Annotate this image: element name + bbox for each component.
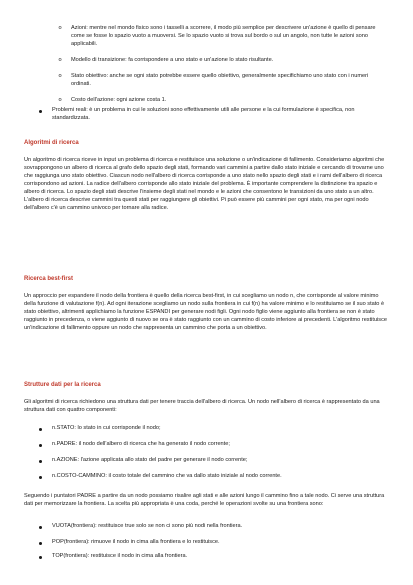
list-item-stato: n.STATO: lo stato in cui corrisponde il nodo;	[52, 425, 161, 431]
heading-strutture-dati: Strutture dati per la ricerca	[24, 382, 101, 388]
list-item-modello-transizione: Modello di transizione: fa corrispondere a uno stato e un'azione lo stato risultante.	[71, 57, 274, 63]
sub-bullet-marker: o	[58, 97, 62, 103]
bullet-dot	[39, 526, 42, 529]
list-item-costo-cammino: n.COSTO-CAMMINO: il costo totale del cammino che va dallo stato iniziale al nodo corrente.	[52, 473, 282, 479]
bullet-dot	[39, 460, 42, 463]
paragraph-best-first: Un approccio per espandere il nodo della frontiera è quello della ricerca best-first, in cui scegliamo un nodo n, che corrisponde al valore minimo della funzione di valutazione f(n). Ad ogni iterazione scegliamo un nodo sulla frontiera in cui f(n) ha valore minimo e lo restituiamo se il suo stato è stato obiettivo, altrimenti applichiamo la funzione ESPANDI per generare nodi figli. Ogni nodo figlio viene aggiunto alla frontiera se non è stato raggiunto in precedenza, o viene aggiunto di nuovo se ora è stato raggiunto con un cammino di costo inferiore ai precedenti. L'algoritmo restituisce un'indicazione di fallimento oppure un nodo che rappresenta un cammino che porta a un obiettivo.	[24, 293, 388, 331]
sub-bullet-marker: o	[58, 25, 62, 31]
list-item-azioni: Azioni: mentre nel mondo fisico sono i tasselli a scorrere, il modo più semplice per descrivere un'azione è quello di pensare come se fosse lo spazio vuoto a muoversi. Se lo spazio vuoto si trova sul bordo o sul un angolo, non tutte le azioni sono applicabili.	[71, 25, 376, 47]
paragraph-strutture-follow: Seguendo i puntatori PADRE a partire da un nodo possiamo risalire agli stati e alle azioni lungo il cammino fino a tale nodo. Ci serve una struttura dati per memorizzare la frontiera. La scelta più appropriata è una coda, perché le operazioni svolte su una frontiera sono:	[24, 493, 385, 507]
bullet-dot	[39, 110, 42, 113]
bullet-dot	[39, 428, 42, 431]
bullet-dot	[39, 542, 42, 545]
paragraph-strutture-intro: Gli algoritmi di ricerca richiedono una struttura dati per tenere traccia dell'albero di ricerca. Un nodo nell'albero di ricerca è rappresentato da una struttura dati con quattro componenti:	[24, 399, 380, 413]
bullet-dot	[39, 556, 42, 559]
sub-bullet-marker: o	[58, 57, 62, 63]
list-item-pop: POP(frontiera): rimuove il nodo in cima alla frontiera e lo restituisce.	[52, 539, 220, 545]
list-item-stato-obiettivo: Stato obiettivo: anche se ogni stato potrebbe essere quello obiettivo, generalmente specifichiamo uno stato con i numeri ordinati.	[71, 73, 369, 87]
heading-algoritmi-ricerca: Algoritmi di ricerca	[24, 140, 79, 146]
list-item-top: TOP(frontiera): restituisce il nodo in cima alla frontiera.	[52, 553, 188, 559]
list-item-padre: n.PADRE: il nodo dell'albero di ricerca che ha generato il nodo corrente;	[52, 441, 230, 447]
list-item-azione: n.AZIONE: l'azione applicata allo stato del padre per generare il nodo corrente;	[52, 457, 248, 463]
bullet-problemi-reali: Problemi reali: è un problema in cui le soluzioni sono effettivamente utili alle persone e la cui formulazione è specifica, non standardizzata.	[52, 107, 355, 121]
bullet-dot	[39, 476, 42, 479]
paragraph-algoritmi-ricerca: Un algoritmo di ricerca riceve in input un problema di ricerca e restituisce una soluzione o un'indicazione di fallimento. Consideriamo algoritmi che sovrappongono un albero di ricerca al grafo dello spazio degli stati, formando vari cammini a partire dallo stato iniziale e cercando di trovarne uno che raggiunga uno stato obiettivo. Ciascun nodo nell'albero di ricerca corrisponde a uno stato nello spazio degli stati e i rami dell'albero di ricerca corrispondono ad azioni. La radice dell'albero corrisponde allo stato iniziale del problema. È importante comprendere la distinzione tra spazio e albero di ricerca. Lo spazio degli stati descrive l'insieme degli stati nel mondo e le azioni che consentono le transizioni da uno stato a un altro. L'albero di ricerca descrive cammini tra questi stati per raggiungere gli obiettivi. Pi può essere più cammini per ogni stato, ma per ogni nodo dell'albero c'è un cammino univoco per tornare alla radice.	[24, 157, 385, 211]
list-item-vuota: VUOTA(frontiera): restituisce true solo se non ci sono più nodi nella frontiera.	[52, 523, 243, 529]
heading-best-first: Ricerca best-first	[24, 276, 74, 282]
sub-bullet-marker: o	[58, 73, 62, 79]
bullet-dot	[39, 444, 42, 447]
list-item-costo-azione: Costo dell'azione: ogni azione costa 1.	[71, 97, 167, 103]
